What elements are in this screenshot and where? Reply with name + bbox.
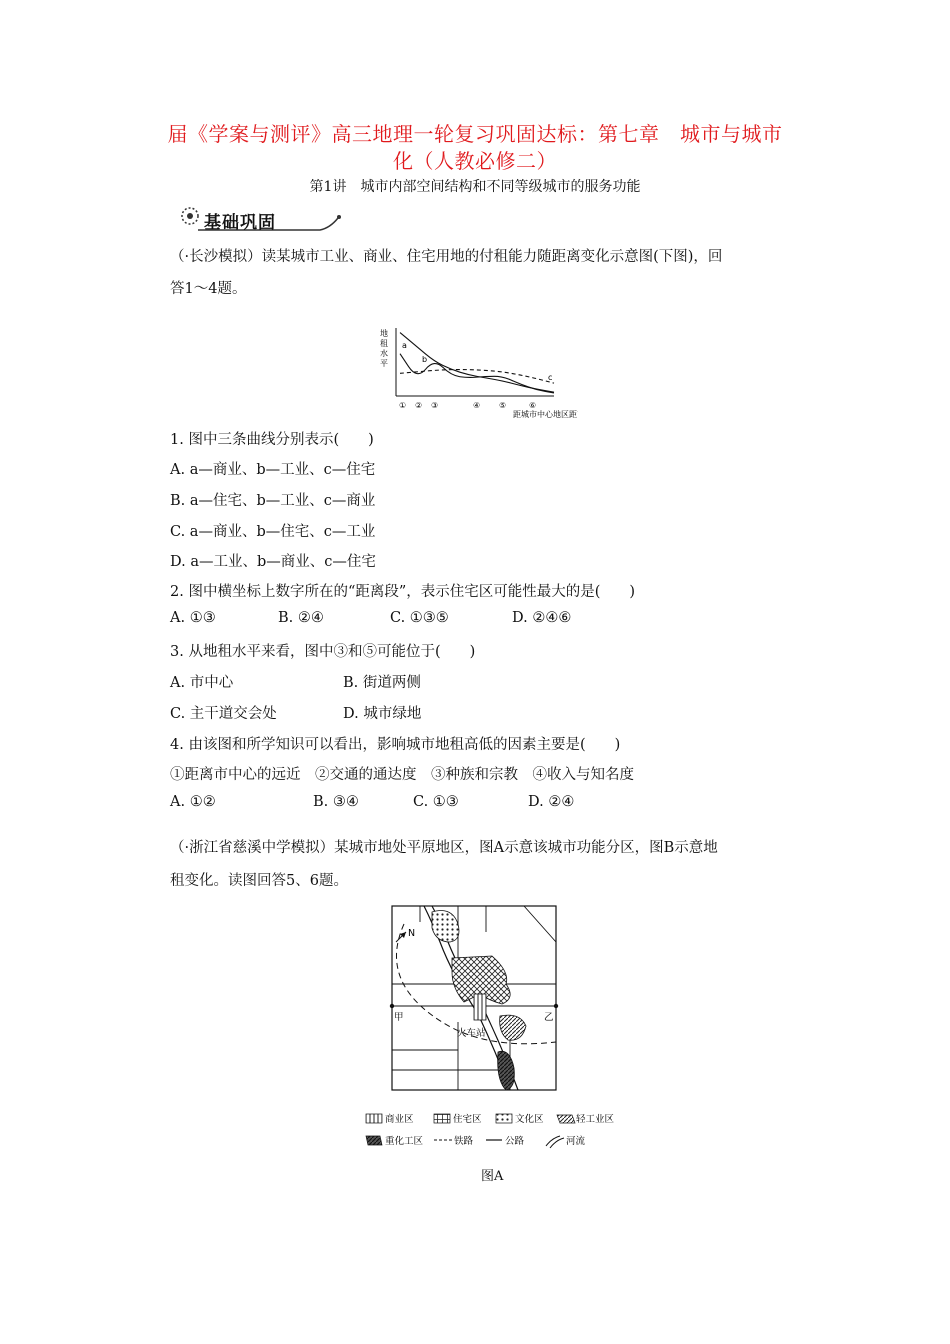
x-tick-label: ⑤	[499, 401, 507, 410]
question-2-option[interactable]: C. ①③⑤	[390, 610, 449, 626]
label-jia: 甲	[394, 1012, 404, 1023]
x-tick-label: ③	[431, 401, 439, 410]
question-1-option[interactable]: D. a—工业、b—商业、c—住宅	[170, 554, 376, 570]
question-3-option[interactable]: B. 街道两侧	[343, 675, 421, 691]
section-badge-label: 基础巩固	[204, 213, 276, 233]
rent-chart	[378, 322, 578, 426]
question-3-option[interactable]: D. 城市绿地	[343, 706, 422, 722]
city-map-svg	[360, 902, 640, 1162]
series-label-b: b	[422, 355, 428, 364]
point-jia	[390, 1004, 394, 1008]
question-4-option[interactable]: B. ③④	[313, 794, 359, 810]
question-1-option[interactable]: B. a—住宅、b—工业、c—商业	[170, 493, 376, 509]
intro1-line2: 答1～4题。	[170, 281, 247, 297]
question-2-option[interactable]: B. ②④	[278, 610, 324, 626]
map-caption: 图A	[481, 1169, 504, 1184]
label-station: 火车站	[457, 1028, 486, 1039]
commercial-zone	[474, 994, 486, 1020]
light-industry-zone	[500, 1015, 526, 1040]
series-label-a: a	[402, 341, 407, 350]
series-label-c: c	[548, 373, 553, 382]
north-arrow-icon	[396, 928, 415, 942]
x-tick-label: ⑥	[529, 401, 537, 410]
question-3-option[interactable]: C. 主干道交会处	[170, 706, 277, 722]
legend-river: 河流	[566, 1136, 586, 1147]
question-1-option[interactable]: C. a—商业、b—住宅、c—工业	[170, 524, 376, 540]
x-tick-label: ④	[473, 401, 481, 410]
rent-chart-svg	[378, 322, 578, 426]
intro2-line1: （·浙江省慈溪中学模拟）某城市地处平原地区，图A示意该城市功能分区，图B示意地	[170, 840, 718, 856]
legend-commercial: 商业区	[385, 1114, 414, 1125]
x-axis-label: 距城市中心地区距离	[513, 410, 578, 419]
question-3-option[interactable]: A. 市中心	[170, 675, 234, 691]
map-legend	[366, 1113, 615, 1148]
legend-cultural: 文化区	[515, 1114, 544, 1125]
question-4-option[interactable]: A. ①②	[170, 794, 216, 810]
legend-residential: 住宅区	[453, 1114, 482, 1125]
ylabel-char: 平	[380, 359, 388, 368]
ylabel-char: 地	[380, 329, 388, 338]
legend-railway: 铁路	[454, 1136, 474, 1147]
svg-text:N: N	[408, 928, 416, 939]
document-title-line2: 化（人教必修二）	[393, 149, 557, 173]
point-yi	[554, 1004, 558, 1008]
x-tick-label: ②	[415, 401, 423, 410]
question-1-stem: 1. 图中三条曲线分别表示( )	[170, 432, 374, 448]
question-4-factors: ①距离市中心的远近 ②交通的通达度 ③种族和宗教 ④收入与知名度	[170, 767, 634, 783]
question-4-option[interactable]: C. ①③	[413, 794, 459, 810]
question-2-option[interactable]: D. ②④⑥	[512, 610, 572, 626]
intro1-line1: （·长沙模拟）读某城市工业、商业、住宅用地的付租能力随距离变化示意图(下图)，回	[170, 249, 723, 265]
question-2-stem: 2. 图中横坐标上数字所在的“距离段”，表示住宅区可能性最大的是( )	[170, 584, 636, 600]
question-4-option[interactable]: D. ②④	[528, 794, 575, 810]
question-3-stem: 3. 从地租水平来看，图中③和⑤可能位于( )	[170, 644, 476, 660]
legend-road: 公路	[505, 1136, 525, 1147]
label-yi: 乙	[544, 1012, 554, 1023]
question-2-option[interactable]: A. ①③	[170, 610, 216, 626]
legend-heavy-industry: 重化工区	[385, 1136, 424, 1147]
cultural-zone	[432, 911, 459, 943]
heavy-industry-zone	[498, 1051, 515, 1090]
intro2-line2: 租变化。读图回答5、6题。	[170, 873, 348, 889]
x-tick-label: ①	[399, 401, 407, 410]
lesson-subtitle: 第1讲 城市内部空间结构和不同等级城市的服务功能	[309, 179, 641, 195]
section-badge	[170, 204, 350, 236]
question-1-option[interactable]: A. a—商业、b—工业、c—住宅	[170, 462, 376, 478]
ylabel-char: 水	[380, 349, 388, 358]
question-4-stem: 4. 由该图和所学知识可以看出，影响城市地租高低的因素主要是( )	[170, 737, 621, 753]
document-title-line1: 届《学案与测评》高三地理一轮复习巩固达标：第七章 城市与城市	[167, 122, 783, 146]
ylabel-char: 租	[380, 339, 388, 348]
city-map-figure	[360, 902, 640, 1162]
legend-light-industry: 轻工业区	[576, 1114, 615, 1125]
